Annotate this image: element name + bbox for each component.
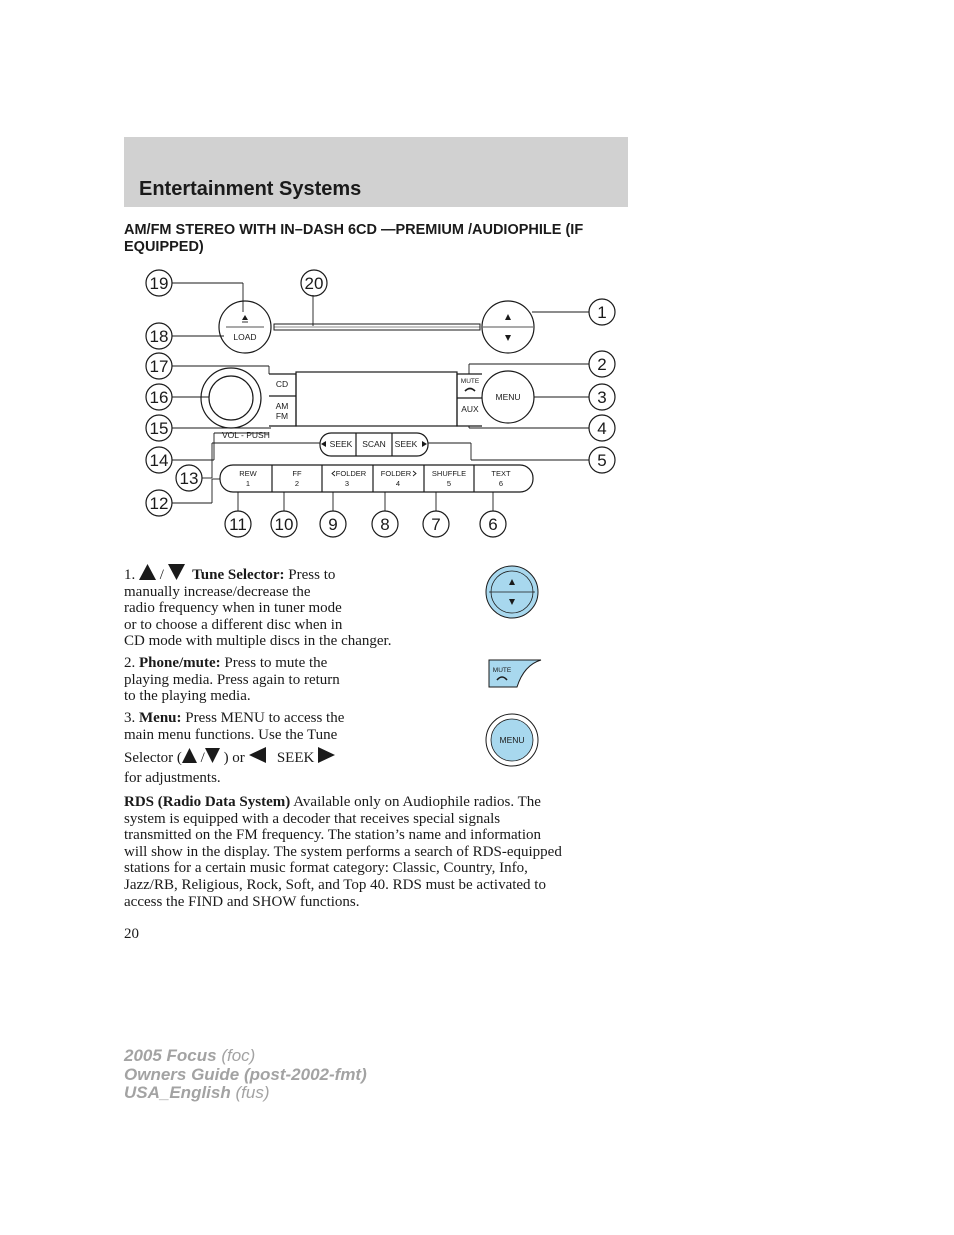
mute-label: MUTE: [460, 378, 480, 385]
mute-figure-label: MUTE: [492, 667, 512, 674]
preset-6-name: TEXT: [491, 469, 511, 478]
menu-figure-label: MENU: [499, 735, 525, 745]
preset-2-num: 2: [294, 479, 300, 488]
radio-diagram: [124, 262, 624, 542]
callout-15: [146, 415, 172, 441]
page-number: 20: [124, 926, 139, 942]
tune-selector-figure: [485, 565, 541, 621]
menu-figure: [484, 713, 540, 769]
preset-5-num: 5: [446, 479, 452, 488]
aux-label: AUX: [461, 404, 479, 414]
down-triangle-icon: [168, 564, 185, 580]
preset-5-name: SHUFFLE: [431, 469, 467, 478]
preset-2-name: FF: [292, 469, 302, 478]
callout-17: [146, 353, 172, 379]
callout-1: [589, 299, 615, 325]
svg-text:15: 15: [149, 419, 169, 438]
svg-text:11: 11: [229, 515, 247, 534]
footer: 2005 Focus (foc) Owners Guide (post-2002-fmt) USA_English (fus): [124, 1046, 367, 1102]
mute-figure: [488, 659, 544, 689]
up-triangle-icon: [182, 748, 197, 763]
callout-5: [589, 447, 615, 473]
callout-13: [176, 465, 202, 491]
preset-1-num: 1: [245, 479, 251, 488]
am-label: AM: [275, 401, 289, 411]
svg-text:20: 20: [304, 274, 324, 293]
volume-knob-inner: [209, 376, 253, 420]
svg-text:12: 12: [149, 494, 169, 513]
callout-7: [423, 511, 449, 537]
preset-6-num: 6: [498, 479, 504, 488]
svg-text:7: 7: [431, 515, 441, 534]
callout-6: [480, 511, 506, 537]
tune-selector-text: 1. / Tune Selector: Press to manually increase/decrease the radio frequency when in tuner mode or to choose a different disc when in CD mode with multiple discs in the changer.: [124, 564, 391, 650]
load-label: LOAD: [233, 332, 257, 342]
callout-2: [589, 351, 615, 377]
svg-text:19: 19: [149, 274, 169, 293]
callout-10: [271, 511, 297, 537]
section-title: Entertainment Systems: [139, 178, 362, 200]
svg-text:9: 9: [328, 515, 338, 534]
preset-1-name: REW: [239, 469, 257, 478]
down-triangle-icon: [205, 748, 220, 763]
folder-left-icon: [332, 471, 335, 476]
menu-label: MENU: [495, 392, 521, 402]
callout-3: [589, 384, 615, 410]
callout-12: [146, 490, 172, 516]
preset-4-name: FOLDER: [380, 469, 412, 478]
svg-text:5: 5: [597, 451, 607, 470]
svg-text:14: 14: [149, 451, 169, 470]
callout-8: [372, 511, 398, 537]
eject-icon: [242, 315, 248, 320]
vol-push-label: VOL - PUSH: [222, 430, 270, 440]
display-screen: [296, 372, 457, 426]
seek-right-icon: [422, 441, 427, 447]
svg-text:8: 8: [380, 515, 390, 534]
scan-label: SCAN: [362, 439, 386, 449]
up-triangle-icon: [139, 564, 156, 580]
callout-11: [225, 511, 251, 537]
phone-mute-text: 2. Phone/mute: Press to mute the playing media. Press again to return to the playing media.: [124, 655, 340, 705]
menu-text: 3. Menu: Press MENU to access the main menu functions. Use the Tune Selector ( / ) or SEEK for adjustments.: [124, 710, 345, 787]
preset-3-num: 3: [344, 479, 350, 488]
cd-label: CD: [275, 379, 289, 389]
callout-18: [146, 323, 172, 349]
preset-4-num: 4: [395, 479, 401, 488]
subheading: AM/FM STEREO WITH IN–DASH 6CD —PREMIUM /AUDIOPHILE (IF EQUIPPED): [124, 222, 584, 255]
rds-text: RDS (Radio Data System) Available only on Audiophile radios. The system is equipped with a decoder that receives special signals transmitted on the FM frequency. The station’s name and information will show in the display. The system performs a search of RDS-equipped stations for a certain music format category: Classic, Country, Info, Jazz/RB, Religious, Rock, Soft, and Top 40. RDS must be activated to access the FIND and SHOW functions.: [124, 794, 562, 910]
svg-text:18: 18: [149, 327, 169, 346]
fm-label: FM: [275, 411, 289, 421]
svg-text:16: 16: [149, 388, 169, 407]
left-triangle-icon: [249, 747, 266, 763]
callout-9: [320, 511, 346, 537]
svg-text:4: 4: [597, 419, 607, 438]
seek-right-label: SEEK: [394, 439, 418, 449]
svg-text:17: 17: [149, 357, 169, 376]
folder-right-icon: [413, 471, 416, 476]
preset-bar: [220, 465, 533, 492]
callout-16: [146, 384, 172, 410]
callout-4: [589, 415, 615, 441]
callout-20: [301, 270, 327, 296]
svg-text:3: 3: [597, 388, 607, 407]
right-triangle-icon: [318, 747, 335, 763]
svg-text:13: 13: [179, 469, 199, 488]
callout-19: [146, 270, 172, 296]
up-arrow-icon: [505, 314, 511, 320]
svg-text:10: 10: [274, 515, 294, 534]
svg-text:6: 6: [488, 515, 498, 534]
callout-14: [146, 447, 172, 473]
down-arrow-icon: [505, 335, 511, 341]
phone-icon: [465, 389, 475, 392]
volume-knob: [201, 368, 261, 428]
seek-left-label: SEEK: [329, 439, 353, 449]
svg-text:2: 2: [597, 355, 607, 374]
seek-left-icon: [321, 441, 326, 447]
preset-3-name: FOLDER: [335, 469, 367, 478]
svg-text:1: 1: [597, 303, 607, 322]
